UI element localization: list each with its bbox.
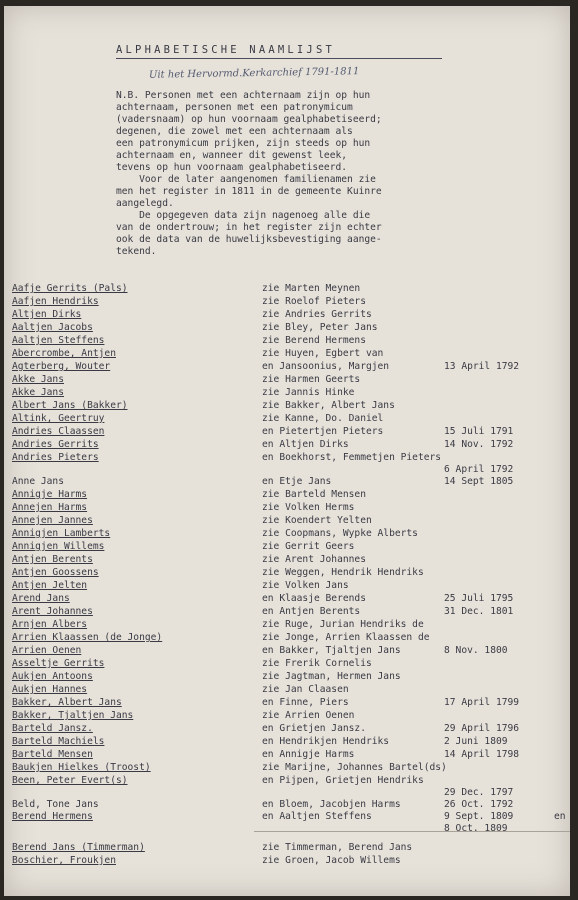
entry-reference: zie Kanne, Do. Daniel [262,413,384,424]
entry-reference: zie Harmen Geerts [262,374,361,385]
note-line: aangelegd. [116,198,174,209]
entry-reference: en Boekhorst, Femmetjen Pieters [262,452,442,463]
entry-date: 25 Juli 1795 [444,593,514,604]
entry-reference: zie Groen, Jacob Willems [262,855,401,866]
entry-reference: zie Frerik Cornelis [262,658,372,669]
entry-name: Antjen Berents [12,554,93,565]
note-line: men het register in 1811 in de gemeente Kuinre [116,186,382,197]
entry-date: 14 Nov. 1792 [444,439,514,450]
entry-reference: zie Jagtman, Hermen Jans [262,671,401,682]
entry-name: Antjen Goossens [12,567,99,578]
handwritten-annotation: Uit het Hervormd.Kerkarchief 1791-1811 [148,66,360,81]
entry-reference: en Aaltjen Steffens [262,811,372,822]
note-line: N.B. Personen met een achternaam zijn op hun [116,90,371,101]
entry-reference: en Finne, Piers [262,697,349,708]
entry-name: Arend Jans [12,593,70,604]
entry-reference: zie Volken Jans [262,580,349,591]
entry-name: Annigje Harms [12,489,88,500]
note-line: achternaam en, wanneer dit gewenst leek, [116,150,348,161]
entry-name: Annigjen Lamberts [12,528,111,539]
entry-reference: zie Andries Gerrits [262,309,372,320]
entry-reference: zie Jannis Hinke [262,387,355,398]
entry-date: 17 April 1799 [444,697,520,708]
entry-reference: zie Koendert Yelten [262,515,372,526]
entry-name: Annejen Harms [12,502,88,513]
title-underline [116,58,442,59]
entry-name: Aaltjen Jacobs [12,322,93,333]
entry-reference: en Pijpen, Grietjen Hendriks [262,775,424,786]
entry-reference: zie Timmerman, Berend Jans [262,842,413,853]
entry-reference: zie Jan Claasen [262,684,349,695]
entry-reference: zie Barteld Mensen [262,489,366,500]
entry-reference: zie Arrien Oenen [262,710,355,721]
entry-name: Baukjen Hielkes (Troost) [12,762,151,773]
entry-name: Andries Pieters [12,452,99,463]
entry-date: 14 April 1798 [444,749,520,760]
entry-name: Barteld Jansz. [12,723,93,734]
note-line: een patronymicum prijken, zijn steeds op hun [116,138,371,149]
entry-date: 6 April 1792 [444,464,514,475]
note-line: tekend. [116,246,157,257]
entry-name: Arent Johannes [12,606,93,617]
entry-reference: en Hendrikjen Hendriks [262,736,390,747]
entry-reference: en Altjen Dirks [262,439,349,450]
entry-name: Agterberg, Wouter [12,361,111,372]
entry-reference: zie Ruge, Jurian Hendriks de [262,619,424,630]
entry-name: Arrien Oenen [12,645,82,656]
entry-reference: en Grietjen Jansz. [262,723,366,734]
entry-name: Boschier, Froukjen [12,855,116,866]
entry-date: 26 Oct. 1792 [444,799,514,810]
entry-name: Akke Jans [12,374,64,385]
page-title: ALPHABETISCHE NAAMLIJST [116,44,335,56]
entry-name: Albert Jans (Bakker) [12,400,128,411]
entry-date: 8 Nov. 1800 [444,645,508,656]
entry-name: Andries Claassen [12,426,105,437]
entry-reference: zie Coopmans, Wypke Alberts [262,528,418,539]
entry-date: 15 Juli 1791 [444,426,514,437]
note-line: ook de data van de huwelijksbevestiging aange- [116,234,382,245]
entry-reference: en Klaasje Berends [262,593,366,604]
entry-name: Altjen Dirks [12,309,82,320]
entry-name: Bakker, Albert Jans [12,697,122,708]
entry-name: Aaltjen Steffens [12,335,105,346]
document-page [4,6,570,896]
entry-extra: en [554,811,566,822]
entry-name: Annigjen Willems [12,541,105,552]
note-line: De opgegeven data zijn nagenoeg alle die [116,210,371,221]
entry-reference: zie Marijne, Johannes Bartel(ds) [262,762,447,773]
entry-name: Altink, Geertruy [12,413,105,424]
entry-name: Barteld Mensen [12,749,93,760]
separator-line [254,831,570,832]
entry-reference: en Etje Jans [262,476,332,487]
entry-name: Annejen Jannes [12,515,93,526]
entry-date: 8 Oct. 1809 [444,823,508,834]
note-line: (vadersnaam) op hun voornaam gealphabetiseerd; [116,114,382,125]
entry-date: 29 Dec. 1797 [444,787,514,798]
entry-name: Akke Jans [12,387,64,398]
entry-name: Aafje Gerrits (Pals) [12,283,128,294]
entry-name: Been, Peter Evert(s) [12,775,128,786]
entry-reference: en Bloem, Jacobjen Harms [262,799,401,810]
entry-reference: zie Volken Herms [262,502,355,513]
entry-reference: zie Huyen, Egbert van [262,348,384,359]
entry-name: Berend Hermens [12,811,93,822]
note-line: degenen, die zowel met een achternaam als [116,126,353,137]
note-line: Voor de later aangenomen familienamen zie [116,174,376,185]
entry-date: 29 April 1796 [444,723,520,734]
entry-reference: zie Roelof Pieters [262,296,366,307]
entry-reference: zie Marten Meynen [262,283,361,294]
note-line: van de ondertrouw; in het register zijn echter [116,222,382,233]
entry-name: Bakker, Tjaltjen Jans [12,710,134,721]
entry-name: Anne Jans [12,476,64,487]
entry-name: Arnjen Albers [12,619,88,630]
entry-reference: en Bakker, Tjaltjen Jans [262,645,401,656]
entry-reference: zie Arent Johannes [262,554,366,565]
entry-reference: zie Berend Hermens [262,335,366,346]
entry-date: 31 Dec. 1801 [444,606,514,617]
entry-date: 2 Juni 1809 [444,736,508,747]
entry-reference: zie Gerrit Geers [262,541,355,552]
entry-name: Andries Gerrits [12,439,99,450]
entry-name: Aukjen Antoons [12,671,93,682]
entry-reference: en Jansoonius, Margjen [262,361,390,372]
entry-reference: en Antjen Berents [262,606,361,617]
entry-name: Antjen Jelten [12,580,88,591]
entry-name: Aafjen Hendriks [12,296,99,307]
entry-reference: zie Weggen, Hendrik Hendriks [262,567,424,578]
entry-name: Berend Jans (Timmerman) [12,842,145,853]
entry-reference: zie Jonge, Arrien Klaassen de [262,632,430,643]
entry-name: Beld, Tone Jans [12,799,99,810]
entry-name: Aukjen Hannes [12,684,88,695]
note-line: achternaam, personen met een patronymicum [116,102,353,113]
entry-reference: en Annigje Harms [262,749,355,760]
note-line: tevens op hun voornaam gealphabetiseerd. [116,162,348,173]
entry-name: Asseltje Gerrits [12,658,105,669]
entry-reference: zie Bley, Peter Jans [262,322,378,333]
entry-date: 14 Sept 1805 [444,476,514,487]
entry-reference: zie Bakker, Albert Jans [262,400,395,411]
entry-name: Abercrombe, Antjen [12,348,116,359]
entry-date: 9 Sept. 1809 [444,811,514,822]
entry-date: 13 April 1792 [444,361,520,372]
entry-name: Barteld Machiels [12,736,105,747]
entry-reference: en Pietertjen Pieters [262,426,384,437]
entry-name: Arrien Klaassen (de Jonge) [12,632,163,643]
